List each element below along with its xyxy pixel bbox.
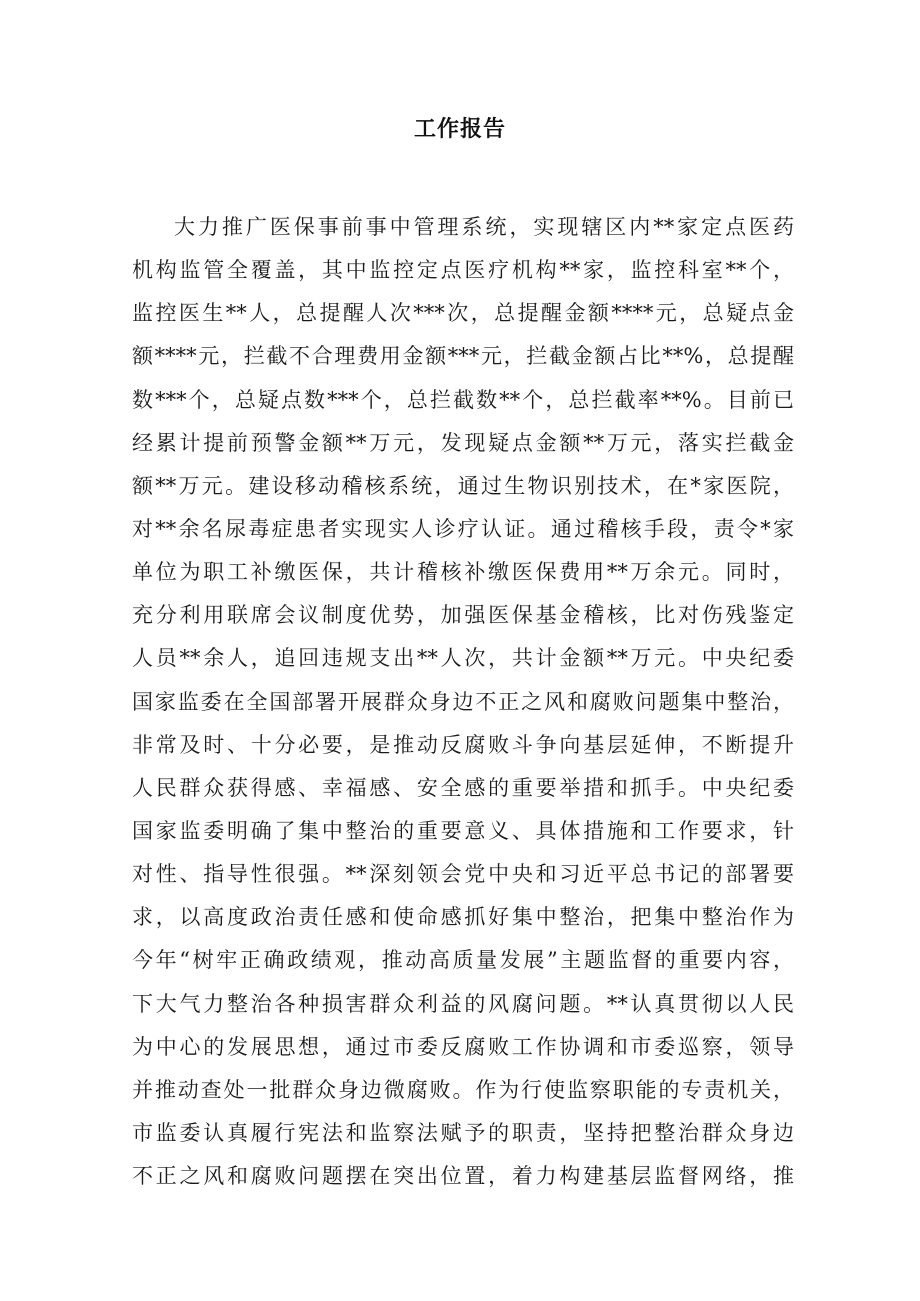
paragraph-line: 机构监管全覆盖，其中监控定点医疗机构**家，监控科室**个， xyxy=(132,258,794,283)
paragraph-line: 为中心的发展思想，通过市委反腐败工作协调和市委巡察，领导 xyxy=(132,1034,794,1059)
document-title: 工作报告 xyxy=(413,117,506,142)
paragraph-line: 人员**余人，追回违规支出**人次，共计金额**万元。中央纪委 xyxy=(132,646,794,671)
paragraph-line: 并推动查处一批群众身边微腐败。作为行使监察职能的专责机关， xyxy=(132,1077,794,1102)
paragraph-line: 非常及时、十分必要，是推动反腐败斗争向基层延伸，不断提升 xyxy=(132,732,794,757)
paragraph-line: 监控医生**人，总提醒人次***次，总提醒金额****元，总疑点金 xyxy=(132,301,794,326)
paragraph-line: 额**万元。建设移动稽核系统，通过生物识别技术，在*家医院， xyxy=(132,473,794,498)
paragraph-line: 单位为职工补缴医保，共计稽核补缴医保费用**万余元。同时， xyxy=(132,560,794,585)
paragraph-line: 不正之风和腐败问题摆在突出位置，着力构建基层监督网络，推 xyxy=(132,1164,794,1189)
paragraph-line: 市监委认真履行宪法和监察法赋予的职责，坚持把整治群众身边 xyxy=(132,1120,794,1145)
paragraph-line: 额****元，拦截不合理费用金额***元，拦截金额占比**%，总提醒 xyxy=(132,344,794,369)
paragraph-line: 大力推广医保事前事中管理系统，实现辖区内**家定点医药 xyxy=(174,215,794,239)
paragraph-line: 今年“树牢正确政绩观，推动高质量发展”主题监督的重要内容， xyxy=(132,948,794,973)
paragraph-line: 对性、指导性很强。**深刻领会党中央和习近平总书记的部署要 xyxy=(132,862,794,887)
body-paragraph xyxy=(132,206,794,1198)
paragraph-line: 国家监委明确了集中整治的重要意义、具体措施和工作要求，针 xyxy=(132,818,794,843)
paragraph-line: 数***个，总疑点数***个，总拦截数**个，总拦截率**%。目前已 xyxy=(132,387,794,412)
paragraph-line: 国家监委在全国部署开展群众身边不正之风和腐败问题集中整治， xyxy=(132,689,794,714)
paragraph-line: 充分利用联席会议制度优势，加强医保基金稽核，比对伤残鉴定 xyxy=(132,603,794,628)
paragraph-line: 人民群众获得感、幸福感、安全感的重要举措和抓手。中央纪委 xyxy=(132,775,794,800)
paragraph-line: 求，以高度政治责任感和使命感抓好集中整治，把集中整治作为 xyxy=(132,905,794,930)
paragraph-line: 经累计提前预警金额**万元，发现疑点金额**万元，落实拦截金 xyxy=(132,430,794,455)
paragraph-line: 对**余名尿毒症患者实现实人诊疗认证。通过稽核手段，责令*家 xyxy=(132,516,794,541)
paragraph-line: 下大气力整治各种损害群众利益的风腐问题。**认真贯彻以人民 xyxy=(132,991,794,1016)
